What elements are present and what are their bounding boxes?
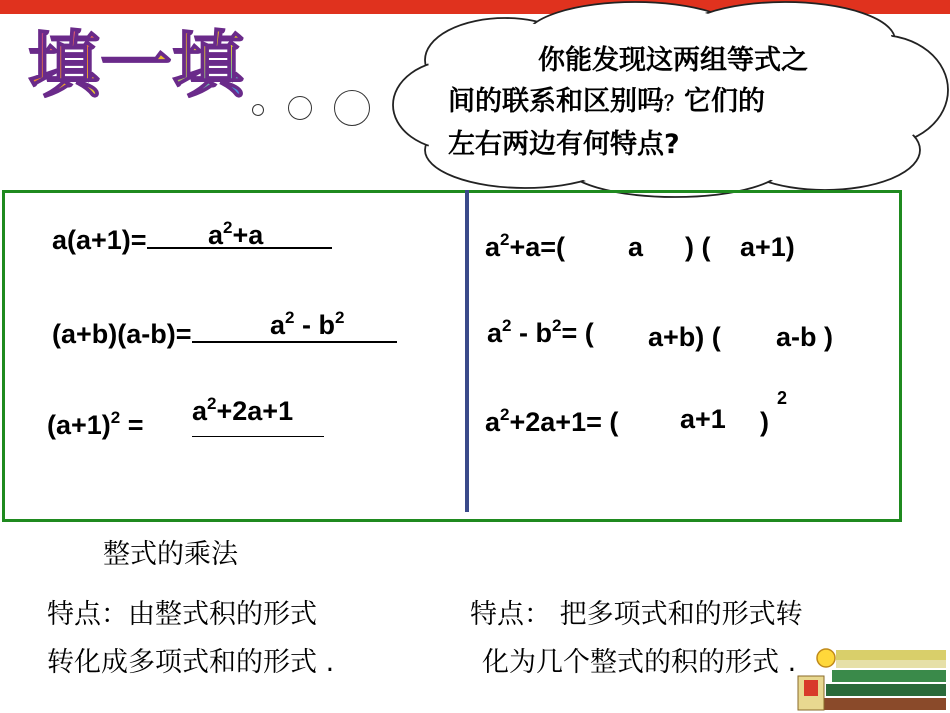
left-eq-2-answer-exp-2: 2 (335, 308, 345, 327)
right-eq-1-mid: ) ( (685, 232, 711, 262)
title-text: 填一填 (28, 23, 245, 107)
right-eq-3-exp: 2 (500, 405, 510, 424)
right-eq-2-a: a (487, 318, 503, 348)
left-eq-2-lhs: (a+b)(a-b)= (52, 319, 192, 349)
left-eq-1-answer-base: a (208, 220, 224, 250)
left-eq-3 (47, 410, 144, 441)
left-eq-1-lhs: a(a+1)= (52, 225, 147, 255)
right-eq-3-a: a (485, 407, 501, 437)
books-decoration (796, 640, 946, 713)
left-eq-3-answer-a: a (192, 396, 208, 426)
left-eq-1-answer-exp: 2 (223, 218, 233, 237)
left-eq-3-blank (192, 436, 324, 437)
left-eq-3-answer-exp: 2 (207, 394, 217, 413)
right-eq-2-answer-2: a-b ) (776, 322, 833, 352)
thought-bubble-small (252, 104, 264, 116)
left-eq-3-answer (192, 396, 293, 427)
right-feature-line-1: 特点： 把多项式和的形式转 (470, 599, 803, 630)
thought-bubble-large (334, 90, 370, 126)
left-eq-1-answer (208, 220, 263, 251)
cloud-line-2-rest: 它们的 (684, 86, 765, 117)
left-eq-2-answer-b: b (318, 310, 335, 340)
left-eq-3-lhs-base: (a+1) (47, 410, 111, 440)
left-eq-3-lhs-equals: = (120, 410, 144, 440)
left-eq-2 (52, 317, 397, 350)
left-eq-2-answer-a: a (270, 310, 286, 340)
right-eq-2 (487, 318, 594, 349)
right-feature-line-2: 化为几个整式的积的形式 . (482, 647, 797, 678)
right-eq-1 (485, 232, 565, 263)
right-eq-3-rest: +2a+1= ( (509, 407, 619, 437)
right-eq-2-answer-1: a+b) ( (648, 322, 721, 352)
right-eq-3 (485, 407, 618, 438)
column-divider (465, 190, 469, 512)
right-eq-2-exp-1: 2 (502, 316, 512, 335)
right-eq-2-exp-2: 2 (552, 316, 562, 335)
left-eq-2-answer (270, 310, 344, 341)
right-eq-1-rest: +a=( (509, 232, 566, 262)
cloud-line-3: 左右两边有何特点? (448, 129, 680, 160)
multiplication-label: 整式的乘法 (103, 539, 238, 570)
right-eq-1-exp: 2 (500, 230, 510, 249)
right-eq-3-power: 2 (777, 388, 788, 408)
right-eq-3-close: ) (760, 407, 769, 437)
right-eq-2-minus-b: - b (511, 318, 552, 348)
cloud-line-1: 你能发现这两组等式之 (538, 45, 808, 76)
cloud-line-2: 间的联系和区别吗 (448, 86, 664, 117)
right-eq-3-answer: a+1 (680, 404, 726, 434)
left-eq-3-lhs-exp: 2 (110, 408, 121, 427)
left-eq-3-answer-rest: +2a+1 (216, 396, 294, 426)
thought-bubble-medium (288, 96, 312, 120)
left-eq-1-answer-rest: +a (232, 220, 264, 250)
left-eq-1 (52, 223, 332, 256)
cloud-question (448, 40, 910, 165)
left-feature-line-2: 转化成多项式和的形式 . (47, 647, 335, 678)
right-eq-1-answer-1: a (628, 232, 644, 262)
left-feature-line-1: 特点：由整式积的形式 (47, 599, 317, 630)
title-word-art (28, 22, 278, 107)
left-eq-2-answer-minus: - (294, 310, 319, 340)
cloud-question-mark: ？ (664, 91, 684, 115)
right-eq-1-answer-2: a+1) (740, 232, 795, 262)
right-eq-1-a: a (485, 232, 501, 262)
left-eq-2-answer-exp-1: 2 (285, 308, 295, 327)
right-eq-2-rest: = ( (561, 318, 594, 348)
